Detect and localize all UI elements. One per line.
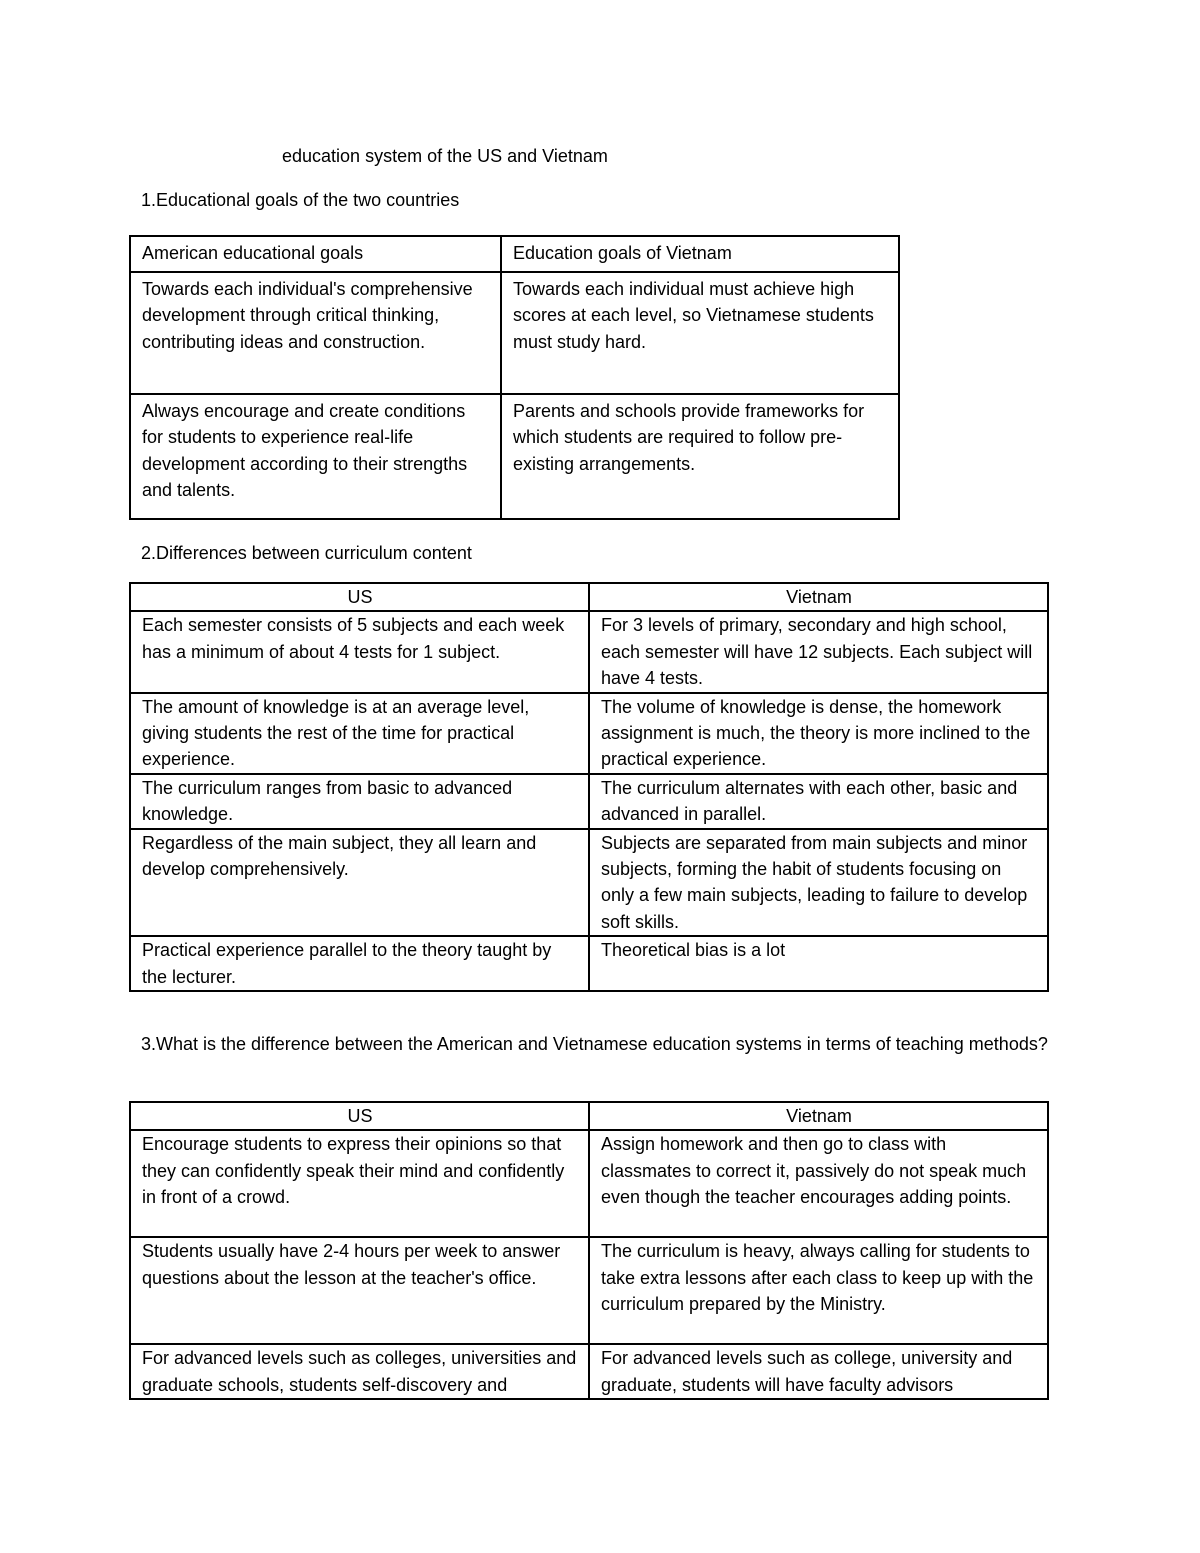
table-row (130, 1237, 1048, 1344)
table-cell: Subjects are separated from main subjects and minor subjects, forming the habit of students focusing on only a few main subjects, leading to failure to develop soft skills. (589, 829, 1048, 937)
table-cell: Students usually have 2-4 hours per week to answer questions about the lesson at the teacher's office. (130, 1237, 589, 1344)
table-cell: The curriculum alternates with each other, basic and advanced in parallel. (589, 774, 1048, 829)
table-row (130, 1344, 1048, 1399)
educational-goals-table (129, 235, 900, 520)
table-header-cell: US (130, 1102, 589, 1130)
table-header-cell: American educational goals (130, 236, 501, 272)
table-row (130, 936, 1048, 991)
table-cell: Always encourage and create conditions for students to experience real-life development according to their strengths and talents. (130, 394, 501, 519)
table-cell: For advanced levels such as college, university and graduate, students will have faculty advisors (589, 1344, 1048, 1399)
section2-heading: 2.Differences between curriculum content (141, 543, 472, 563)
table-cell: For advanced levels such as colleges, universities and graduate schools, students self-discovery and (130, 1344, 589, 1399)
table-cell: Assign homework and then go to class with classmates to correct it, passively do not speak much even though the teacher encourages adding points. (589, 1130, 1048, 1237)
table-row (130, 272, 899, 394)
table-header-row (130, 1102, 1048, 1130)
table-cell: Practical experience parallel to the theory taught by the lecturer. (130, 936, 589, 991)
table-header-cell: Vietnam (589, 583, 1048, 611)
document-title: education system of the US and Vietnam (282, 146, 608, 166)
table-header-row (130, 583, 1048, 611)
table-cell: Each semester consists of 5 subjects and each week has a minimum of about 4 tests for 1 subject. (130, 611, 589, 692)
table-cell: For 3 levels of primary, secondary and high school, each semester will have 12 subjects. Each subject will have 4 tests. (589, 611, 1048, 692)
table-cell: The curriculum ranges from basic to advanced knowledge. (130, 774, 589, 829)
table-header-row (130, 236, 899, 272)
table-row (130, 1130, 1048, 1237)
section3-heading: 3.What is the difference between the American and Vietnamese education systems in terms of teaching methods? (141, 1034, 1048, 1054)
table-cell: Parents and schools provide frameworks for which students are required to follow pre-existing arrangements. (501, 394, 899, 519)
table-header-cell: US (130, 583, 589, 611)
table-row (130, 829, 1048, 937)
curriculum-content-table (129, 582, 1049, 992)
table-row (130, 394, 899, 519)
table-header-cell: Vietnam (589, 1102, 1048, 1130)
table-cell: Theoretical bias is a lot (589, 936, 1048, 991)
table-row (130, 611, 1048, 692)
table-cell: Encourage students to express their opinions so that they can confidently speak their mind and confidently in front of a crowd. (130, 1130, 589, 1237)
table-cell: Towards each individual must achieve high scores at each level, so Vietnamese students must study hard. (501, 272, 899, 394)
table-cell: The amount of knowledge is at an average level, giving students the rest of the time for practical experience. (130, 693, 589, 774)
teaching-methods-table (129, 1101, 1049, 1400)
table-cell: Towards each individual's comprehensive development through critical thinking, contributing ideas and construction. (130, 272, 501, 394)
table-row (130, 774, 1048, 829)
table-cell: The curriculum is heavy, always calling for students to take extra lessons after each class to keep up with the curriculum prepared by the Ministry. (589, 1237, 1048, 1344)
section1-heading: 1.Educational goals of the two countries (141, 190, 460, 210)
table-row (130, 693, 1048, 774)
table-cell: The volume of knowledge is dense, the homework assignment is much, the theory is more inclined to the practical experience. (589, 693, 1048, 774)
table-cell: Regardless of the main subject, they all learn and develop comprehensively. (130, 829, 589, 937)
table-header-cell: Education goals of Vietnam (501, 236, 899, 272)
